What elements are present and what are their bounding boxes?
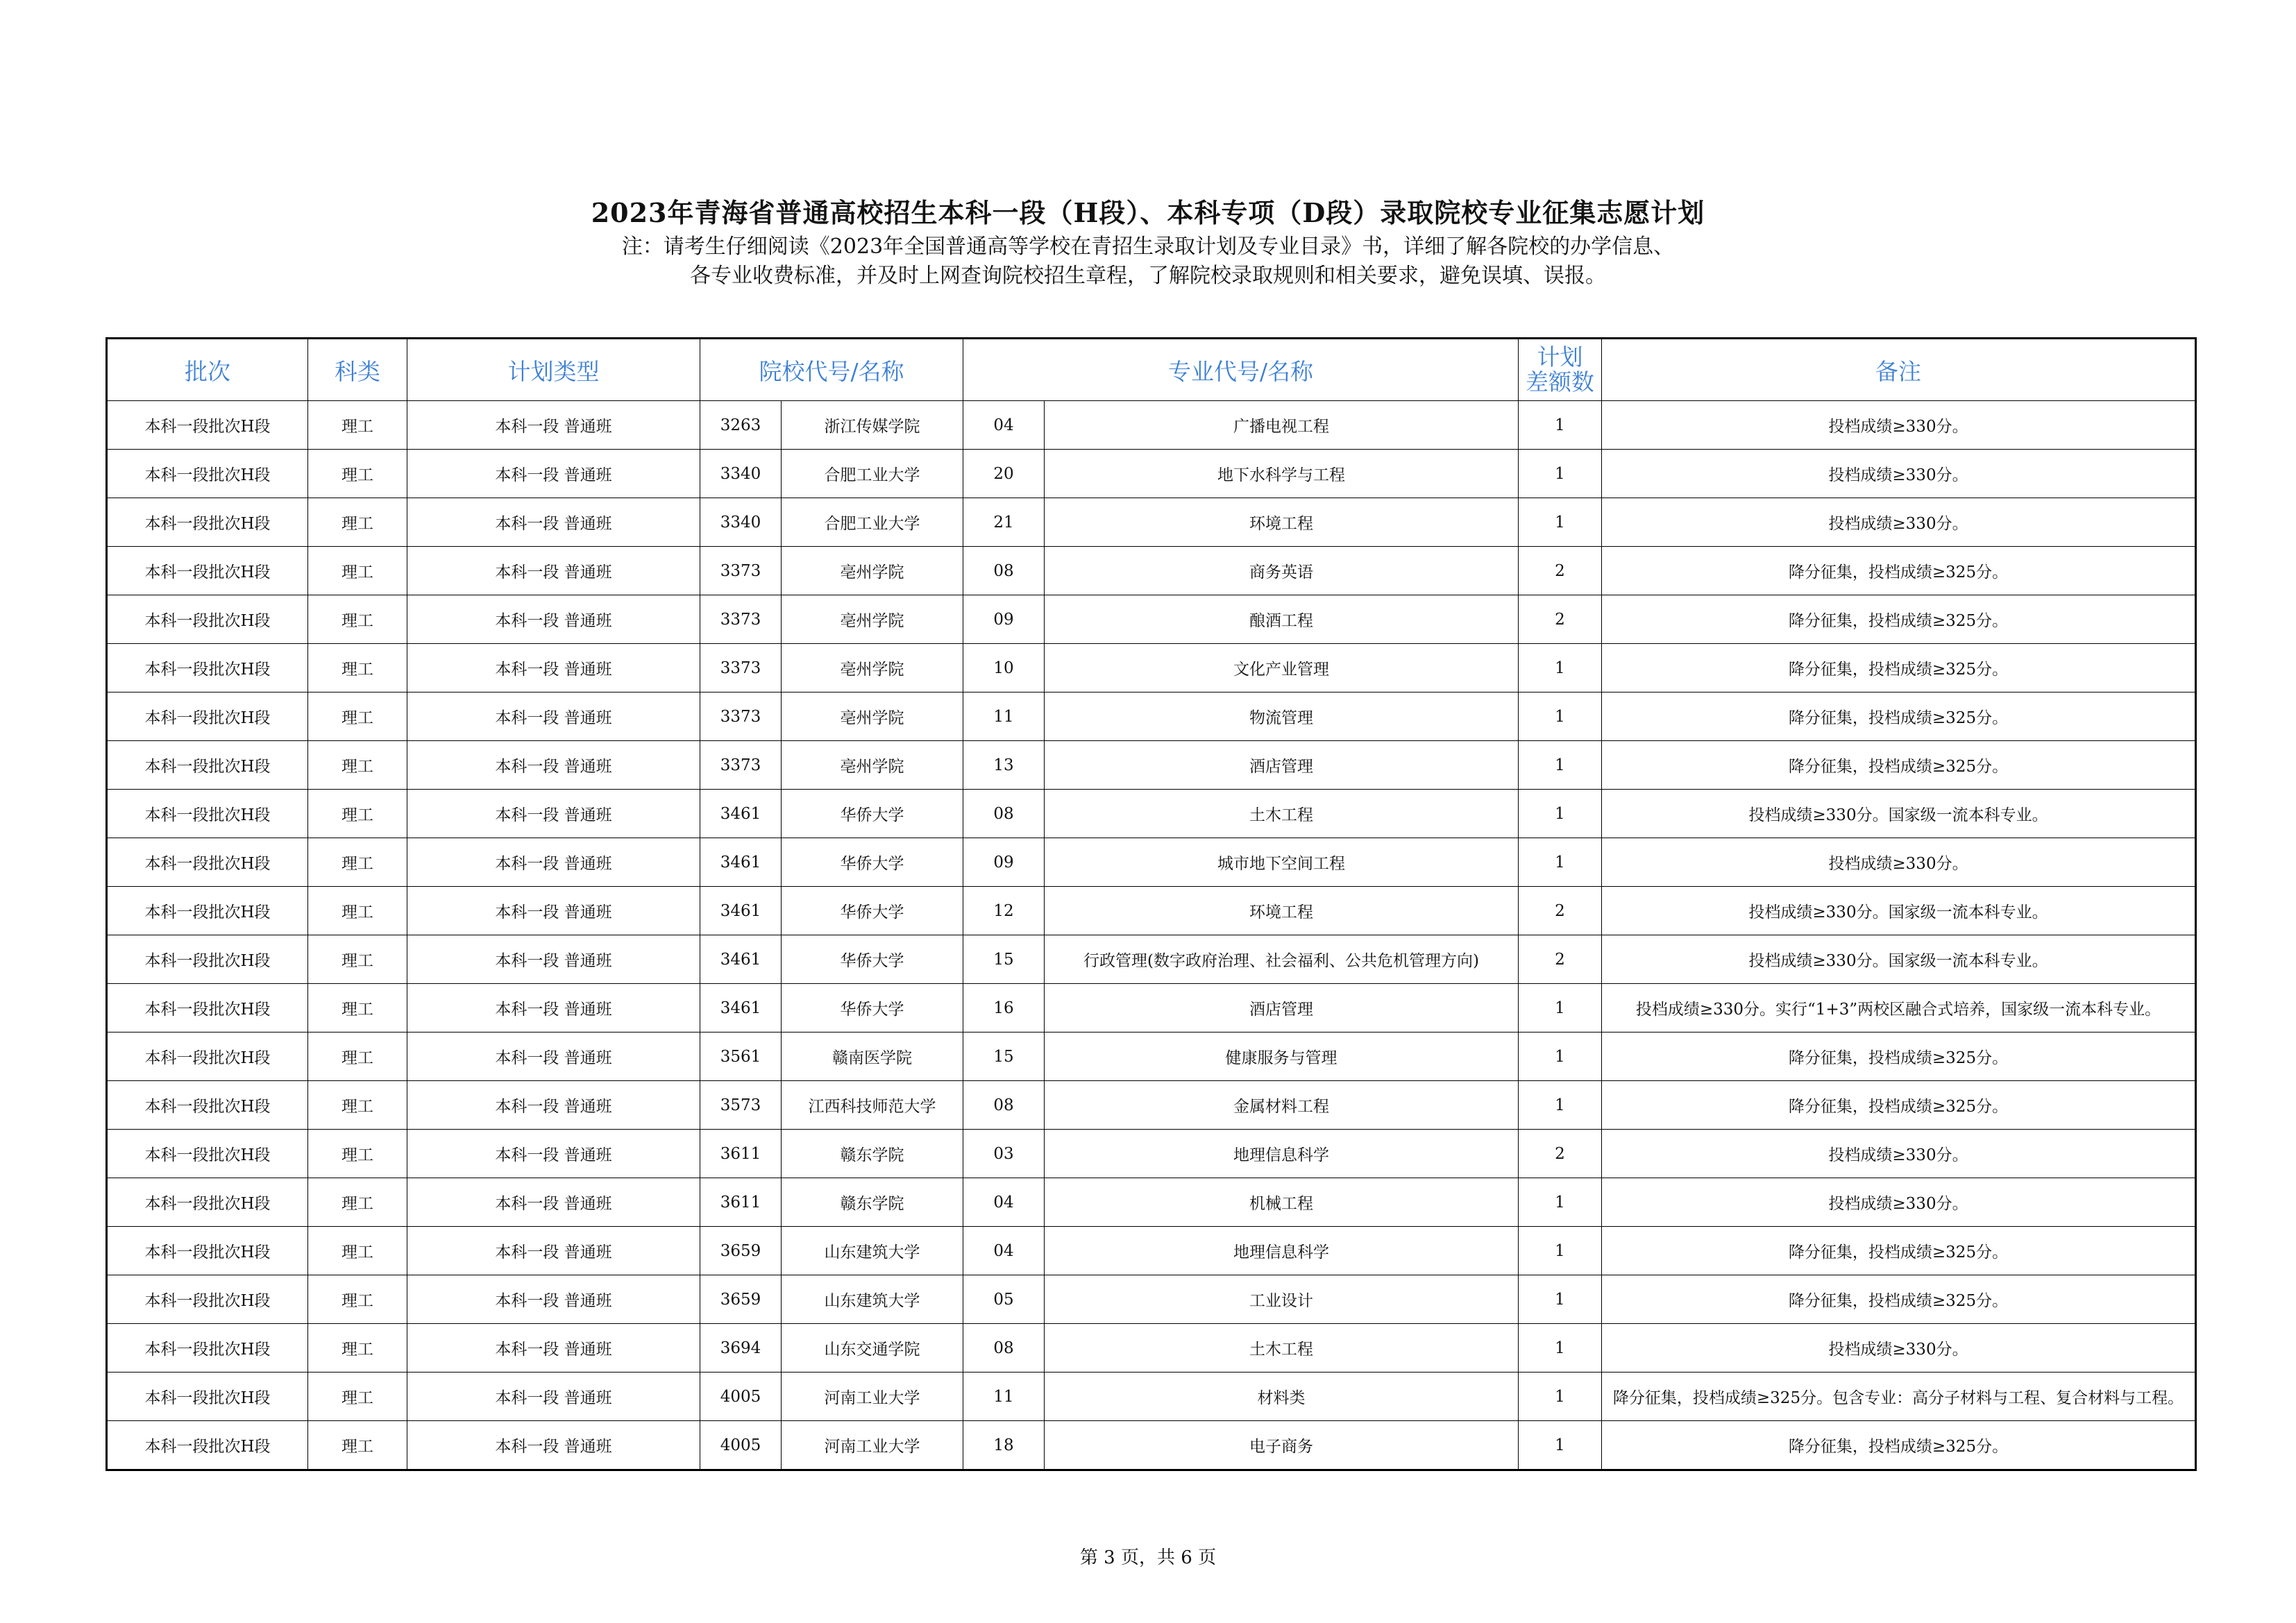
table-row bbox=[107, 1033, 2196, 1081]
cell-school-code: 3373 bbox=[700, 692, 782, 741]
cell-category: 理工 bbox=[308, 984, 407, 1033]
cell-major-name: 环境工程 bbox=[1045, 498, 1519, 547]
cell-major-name: 健康服务与管理 bbox=[1045, 1033, 1519, 1081]
cell-remark: 投档成绩≥330分。国家级一流本科专业。 bbox=[1602, 935, 2196, 984]
cell-batch: 本科一段批次H段 bbox=[107, 838, 308, 887]
cell-major-name: 酒店管理 bbox=[1045, 741, 1519, 790]
cell-batch: 本科一段批次H段 bbox=[107, 984, 308, 1033]
table-row bbox=[107, 935, 2196, 984]
cell-major-code: 18 bbox=[963, 1421, 1045, 1470]
cell-major-name: 电子商务 bbox=[1045, 1421, 1519, 1470]
cell-plan-type: 本科一段 普通班 bbox=[407, 692, 700, 741]
cell-category: 理工 bbox=[308, 498, 407, 547]
cell-quota: 1 bbox=[1519, 1033, 1602, 1081]
cell-batch: 本科一段批次H段 bbox=[107, 1373, 308, 1421]
cell-remark: 投档成绩≥330分。 bbox=[1602, 1324, 2196, 1373]
cell-school-code: 3461 bbox=[700, 887, 782, 935]
cell-school-code: 3659 bbox=[700, 1275, 782, 1324]
table-row bbox=[107, 547, 2196, 595]
table-row bbox=[107, 1081, 2196, 1130]
cell-batch: 本科一段批次H段 bbox=[107, 1178, 308, 1227]
cell-major-name: 商务英语 bbox=[1045, 547, 1519, 595]
cell-remark: 降分征集，投档成绩≥325分。 bbox=[1602, 644, 2196, 692]
header-school: 院校代号/名称 bbox=[700, 339, 963, 401]
cell-batch: 本科一段批次H段 bbox=[107, 887, 308, 935]
cell-plan-type: 本科一段 普通班 bbox=[407, 498, 700, 547]
cell-batch: 本科一段批次H段 bbox=[107, 1421, 308, 1470]
cell-remark: 降分征集，投档成绩≥325分。 bbox=[1602, 692, 2196, 741]
cell-plan-type: 本科一段 普通班 bbox=[407, 935, 700, 984]
header-quota bbox=[1519, 339, 1602, 401]
table-row bbox=[107, 450, 2196, 498]
cell-school-name: 河南工业大学 bbox=[782, 1373, 963, 1421]
cell-batch: 本科一段批次H段 bbox=[107, 547, 308, 595]
cell-category: 理工 bbox=[308, 1421, 407, 1470]
cell-major-name: 土木工程 bbox=[1045, 1324, 1519, 1373]
cell-major-name: 酒店管理 bbox=[1045, 984, 1519, 1033]
cell-batch: 本科一段批次H段 bbox=[107, 644, 308, 692]
cell-remark: 降分征集，投档成绩≥325分。 bbox=[1602, 1275, 2196, 1324]
cell-category: 理工 bbox=[308, 1033, 407, 1081]
cell-major-name: 土木工程 bbox=[1045, 790, 1519, 838]
cell-quota: 1 bbox=[1519, 984, 1602, 1033]
cell-plan-type: 本科一段 普通班 bbox=[407, 1033, 700, 1081]
cell-school-name: 江西科技师范大学 bbox=[782, 1081, 963, 1130]
page-title: 2023年青海省普通高校招生本科一段（H段）、本科专项（D段）录取院校专业征集志愿计划 bbox=[591, 197, 1705, 228]
cell-remark: 投档成绩≥330分。 bbox=[1602, 838, 2196, 887]
cell-batch: 本科一段批次H段 bbox=[107, 595, 308, 644]
cell-category: 理工 bbox=[308, 1227, 407, 1275]
table-body bbox=[107, 401, 2196, 1470]
cell-plan-type: 本科一段 普通班 bbox=[407, 1373, 700, 1421]
cell-school-code: 3373 bbox=[700, 547, 782, 595]
cell-remark: 降分征集，投档成绩≥325分。包含专业：高分子材料与工程、复合材料与工程。 bbox=[1602, 1373, 2196, 1421]
cell-plan-type: 本科一段 普通班 bbox=[407, 401, 700, 450]
cell-major-code: 13 bbox=[963, 741, 1045, 790]
cell-school-code: 3263 bbox=[700, 401, 782, 450]
cell-quota: 1 bbox=[1519, 1373, 1602, 1421]
cell-remark: 投档成绩≥330分。国家级一流本科专业。 bbox=[1602, 887, 2196, 935]
cell-plan-type: 本科一段 普通班 bbox=[407, 838, 700, 887]
cell-major-code: 20 bbox=[963, 450, 1045, 498]
cell-quota: 2 bbox=[1519, 935, 1602, 984]
cell-batch: 本科一段批次H段 bbox=[107, 1324, 308, 1373]
cell-school-name: 合肥工业大学 bbox=[782, 450, 963, 498]
table-row bbox=[107, 1275, 2196, 1324]
cell-major-code: 11 bbox=[963, 1373, 1045, 1421]
cell-plan-type: 本科一段 普通班 bbox=[407, 1275, 700, 1324]
cell-school-name: 亳州学院 bbox=[782, 692, 963, 741]
cell-batch: 本科一段批次H段 bbox=[107, 1033, 308, 1081]
cell-school-name: 华侨大学 bbox=[782, 984, 963, 1033]
cell-school-code: 3573 bbox=[700, 1081, 782, 1130]
cell-batch: 本科一段批次H段 bbox=[107, 692, 308, 741]
cell-quota: 2 bbox=[1519, 547, 1602, 595]
cell-quota: 2 bbox=[1519, 1130, 1602, 1178]
cell-category: 理工 bbox=[308, 644, 407, 692]
cell-school-code: 3659 bbox=[700, 1227, 782, 1275]
cell-plan-type: 本科一段 普通班 bbox=[407, 1081, 700, 1130]
cell-batch: 本科一段批次H段 bbox=[107, 498, 308, 547]
cell-batch: 本科一段批次H段 bbox=[107, 1130, 308, 1178]
cell-quota: 1 bbox=[1519, 1178, 1602, 1227]
cell-plan-type: 本科一段 普通班 bbox=[407, 790, 700, 838]
cell-category: 理工 bbox=[308, 1178, 407, 1227]
cell-quota: 1 bbox=[1519, 741, 1602, 790]
cell-plan-type: 本科一段 普通班 bbox=[407, 887, 700, 935]
table-row bbox=[107, 1421, 2196, 1470]
note-line-2: 各专业收费标准，并及时上网查询院校招生章程，了解院校录取规则和相关要求，避免误填、误报。 bbox=[690, 264, 1606, 288]
cell-school-name: 赣东学院 bbox=[782, 1130, 963, 1178]
cell-quota: 1 bbox=[1519, 1227, 1602, 1275]
cell-school-name: 亳州学院 bbox=[782, 644, 963, 692]
header-quota-line2: 差额数 bbox=[1526, 368, 1594, 396]
cell-school-code: 3461 bbox=[700, 838, 782, 887]
cell-remark: 降分征集，投档成绩≥325分。 bbox=[1602, 1033, 2196, 1081]
cell-plan-type: 本科一段 普通班 bbox=[407, 741, 700, 790]
cell-school-code: 3373 bbox=[700, 595, 782, 644]
cell-school-code: 4005 bbox=[700, 1421, 782, 1470]
cell-plan-type: 本科一段 普通班 bbox=[407, 1227, 700, 1275]
cell-major-name: 广播电视工程 bbox=[1045, 401, 1519, 450]
cell-major-code: 09 bbox=[963, 838, 1045, 887]
header-category: 科类 bbox=[308, 339, 407, 401]
cell-major-name: 地理信息科学 bbox=[1045, 1130, 1519, 1178]
cell-remark: 投档成绩≥330分。 bbox=[1602, 498, 2196, 547]
cell-major-code: 10 bbox=[963, 644, 1045, 692]
cell-category: 理工 bbox=[308, 790, 407, 838]
cell-major-code: 21 bbox=[963, 498, 1045, 547]
cell-school-code: 3694 bbox=[700, 1324, 782, 1373]
cell-major-name: 金属材料工程 bbox=[1045, 1081, 1519, 1130]
table-row bbox=[107, 401, 2196, 450]
cell-quota: 1 bbox=[1519, 644, 1602, 692]
cell-category: 理工 bbox=[308, 547, 407, 595]
cell-plan-type: 本科一段 普通班 bbox=[407, 1130, 700, 1178]
cell-school-name: 华侨大学 bbox=[782, 887, 963, 935]
cell-remark: 投档成绩≥330分。 bbox=[1602, 1130, 2196, 1178]
cell-batch: 本科一段批次H段 bbox=[107, 1227, 308, 1275]
cell-school-name: 河南工业大学 bbox=[782, 1421, 963, 1470]
cell-batch: 本科一段批次H段 bbox=[107, 1081, 308, 1130]
cell-remark: 降分征集，投档成绩≥325分。 bbox=[1602, 595, 2196, 644]
cell-batch: 本科一段批次H段 bbox=[107, 1275, 308, 1324]
cell-category: 理工 bbox=[308, 1275, 407, 1324]
cell-plan-type: 本科一段 普通班 bbox=[407, 1178, 700, 1227]
cell-major-name: 物流管理 bbox=[1045, 692, 1519, 741]
table-row bbox=[107, 1227, 2196, 1275]
cell-remark: 投档成绩≥330分。实行“1+3”两校区融合式培养，国家级一流本科专业。 bbox=[1602, 984, 2196, 1033]
cell-major-code: 08 bbox=[963, 1324, 1045, 1373]
cell-category: 理工 bbox=[308, 1373, 407, 1421]
cell-remark: 降分征集，投档成绩≥325分。 bbox=[1602, 1421, 2196, 1470]
cell-major-code: 09 bbox=[963, 595, 1045, 644]
cell-category: 理工 bbox=[308, 838, 407, 887]
table-row bbox=[107, 887, 2196, 935]
cell-school-name: 合肥工业大学 bbox=[782, 498, 963, 547]
cell-major-name: 机械工程 bbox=[1045, 1178, 1519, 1227]
cell-school-code: 3611 bbox=[700, 1178, 782, 1227]
cell-remark: 投档成绩≥330分。 bbox=[1602, 401, 2196, 450]
cell-school-code: 3340 bbox=[700, 450, 782, 498]
table-row bbox=[107, 984, 2196, 1033]
cell-major-name: 环境工程 bbox=[1045, 887, 1519, 935]
cell-category: 理工 bbox=[308, 741, 407, 790]
cell-school-code: 3561 bbox=[700, 1033, 782, 1081]
cell-quota: 1 bbox=[1519, 1275, 1602, 1324]
cell-remark: 降分征集，投档成绩≥325分。 bbox=[1602, 1227, 2196, 1275]
cell-school-code: 3611 bbox=[700, 1130, 782, 1178]
cell-major-name: 地下水科学与工程 bbox=[1045, 450, 1519, 498]
cell-major-code: 04 bbox=[963, 1178, 1045, 1227]
cell-major-code: 08 bbox=[963, 1081, 1045, 1130]
cell-school-code: 3340 bbox=[700, 498, 782, 547]
cell-quota: 1 bbox=[1519, 1421, 1602, 1470]
cell-school-name: 华侨大学 bbox=[782, 838, 963, 887]
cell-school-code: 3461 bbox=[700, 984, 782, 1033]
cell-plan-type: 本科一段 普通班 bbox=[407, 595, 700, 644]
cell-remark: 投档成绩≥330分。 bbox=[1602, 450, 2196, 498]
cell-major-code: 11 bbox=[963, 692, 1045, 741]
header-plan-type: 计划类型 bbox=[407, 339, 700, 401]
cell-school-code: 3373 bbox=[700, 741, 782, 790]
table-row bbox=[107, 644, 2196, 692]
cell-remark: 投档成绩≥330分。国家级一流本科专业。 bbox=[1602, 790, 2196, 838]
cell-plan-type: 本科一段 普通班 bbox=[407, 547, 700, 595]
cell-quota: 1 bbox=[1519, 401, 1602, 450]
cell-major-code: 15 bbox=[963, 935, 1045, 984]
cell-batch: 本科一段批次H段 bbox=[107, 741, 308, 790]
cell-remark: 投档成绩≥330分。 bbox=[1602, 1178, 2196, 1227]
cell-quota: 1 bbox=[1519, 498, 1602, 547]
cell-major-name: 工业设计 bbox=[1045, 1275, 1519, 1324]
cell-quota: 1 bbox=[1519, 790, 1602, 838]
cell-school-name: 赣东学院 bbox=[782, 1178, 963, 1227]
cell-school-name: 山东交通学院 bbox=[782, 1324, 963, 1373]
header-major: 专业代号/名称 bbox=[963, 339, 1519, 401]
cell-school-code: 3373 bbox=[700, 644, 782, 692]
cell-quota: 1 bbox=[1519, 1081, 1602, 1130]
cell-school-name: 华侨大学 bbox=[782, 935, 963, 984]
cell-school-name: 亳州学院 bbox=[782, 595, 963, 644]
cell-category: 理工 bbox=[308, 401, 407, 450]
cell-plan-type: 本科一段 普通班 bbox=[407, 1421, 700, 1470]
cell-remark: 降分征集，投档成绩≥325分。 bbox=[1602, 741, 2196, 790]
cell-quota: 1 bbox=[1519, 1324, 1602, 1373]
note-line-1: 注：请考生仔细阅读《2023年全国普通高等学校在青招生录取计划及专业目录》书，详细了解各院校的办学信息、 bbox=[621, 235, 1675, 259]
header-batch: 批次 bbox=[107, 339, 308, 401]
table-row bbox=[107, 838, 2196, 887]
cell-school-name: 山东建筑大学 bbox=[782, 1275, 963, 1324]
cell-batch: 本科一段批次H段 bbox=[107, 450, 308, 498]
table-row bbox=[107, 1324, 2196, 1373]
table-row bbox=[107, 790, 2196, 838]
cell-school-name: 浙江传媒学院 bbox=[782, 401, 963, 450]
cell-quota: 2 bbox=[1519, 887, 1602, 935]
cell-school-name: 亳州学院 bbox=[782, 547, 963, 595]
cell-major-name: 地理信息科学 bbox=[1045, 1227, 1519, 1275]
table-row bbox=[107, 692, 2196, 741]
cell-plan-type: 本科一段 普通班 bbox=[407, 450, 700, 498]
page-footer: 第 3 页，共 6 页 bbox=[1079, 1547, 1217, 1568]
cell-remark: 降分征集，投档成绩≥325分。 bbox=[1602, 1081, 2196, 1130]
table-row bbox=[107, 1130, 2196, 1178]
cell-school-name: 赣南医学院 bbox=[782, 1033, 963, 1081]
cell-major-code: 15 bbox=[963, 1033, 1045, 1081]
cell-major-name: 城市地下空间工程 bbox=[1045, 838, 1519, 887]
cell-school-name: 山东建筑大学 bbox=[782, 1227, 963, 1275]
header-quota-line1: 计划 bbox=[1537, 343, 1583, 371]
cell-category: 理工 bbox=[308, 450, 407, 498]
cell-batch: 本科一段批次H段 bbox=[107, 935, 308, 984]
cell-category: 理工 bbox=[308, 887, 407, 935]
cell-major-code: 05 bbox=[963, 1275, 1045, 1324]
cell-batch: 本科一段批次H段 bbox=[107, 401, 308, 450]
cell-major-name: 材料类 bbox=[1045, 1373, 1519, 1421]
cell-major-code: 08 bbox=[963, 790, 1045, 838]
cell-major-code: 04 bbox=[963, 1227, 1045, 1275]
header-remark: 备注 bbox=[1602, 339, 2196, 401]
cell-quota: 1 bbox=[1519, 838, 1602, 887]
table-row bbox=[107, 1373, 2196, 1421]
cell-major-name: 酿酒工程 bbox=[1045, 595, 1519, 644]
cell-major-code: 16 bbox=[963, 984, 1045, 1033]
plan-table bbox=[105, 337, 2197, 1471]
cell-school-name: 亳州学院 bbox=[782, 741, 963, 790]
cell-category: 理工 bbox=[308, 1324, 407, 1373]
cell-school-code: 4005 bbox=[700, 1373, 782, 1421]
cell-major-code: 08 bbox=[963, 547, 1045, 595]
cell-plan-type: 本科一段 普通班 bbox=[407, 1324, 700, 1373]
cell-remark: 降分征集，投档成绩≥325分。 bbox=[1602, 547, 2196, 595]
cell-category: 理工 bbox=[308, 935, 407, 984]
cell-quota: 1 bbox=[1519, 450, 1602, 498]
cell-major-name: 行政管理(数字政府治理、社会福利、公共危机管理方向) bbox=[1045, 935, 1519, 984]
cell-major-code: 04 bbox=[963, 401, 1045, 450]
cell-quota: 1 bbox=[1519, 692, 1602, 741]
header-row bbox=[107, 339, 2196, 401]
cell-plan-type: 本科一段 普通班 bbox=[407, 644, 700, 692]
table-row bbox=[107, 498, 2196, 547]
cell-quota: 2 bbox=[1519, 595, 1602, 644]
table-row bbox=[107, 1178, 2196, 1227]
cell-category: 理工 bbox=[308, 1130, 407, 1178]
cell-major-code: 03 bbox=[963, 1130, 1045, 1178]
cell-category: 理工 bbox=[308, 595, 407, 644]
cell-category: 理工 bbox=[308, 692, 407, 741]
table-row bbox=[107, 741, 2196, 790]
cell-school-code: 3461 bbox=[700, 935, 782, 984]
cell-plan-type: 本科一段 普通班 bbox=[407, 984, 700, 1033]
table-row bbox=[107, 595, 2196, 644]
cell-school-name: 华侨大学 bbox=[782, 790, 963, 838]
cell-category: 理工 bbox=[308, 1081, 407, 1130]
cell-batch: 本科一段批次H段 bbox=[107, 790, 308, 838]
cell-major-code: 12 bbox=[963, 887, 1045, 935]
cell-major-name: 文化产业管理 bbox=[1045, 644, 1519, 692]
cell-school-code: 3461 bbox=[700, 790, 782, 838]
